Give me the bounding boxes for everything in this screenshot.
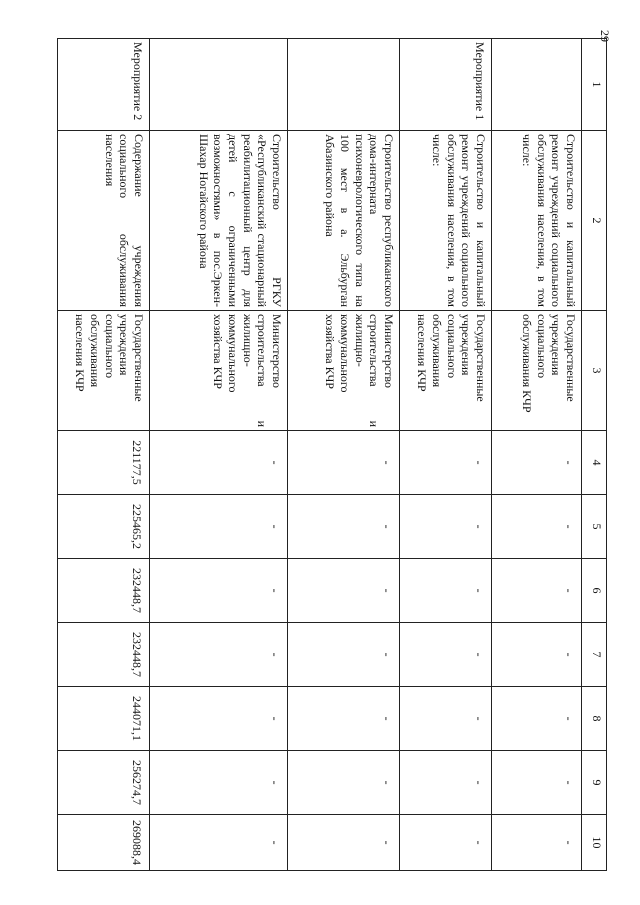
description-cell: Строительство РГКУ «Республиканский стационарный реабилитационный центр для детей с ограниченными возможностями» в пос.Эркен-Шахар Ногайского района: [150, 131, 288, 311]
value-cell: -: [492, 751, 582, 815]
rotated-table-wrapper: [62, 38, 607, 870]
value-cell: -: [400, 495, 492, 559]
measure-cell: [492, 39, 582, 131]
value-cell: -: [288, 559, 400, 623]
page-number: 29: [598, 30, 612, 42]
value-cell: -: [150, 751, 288, 815]
measure-cell: Мероприятие 1: [400, 39, 492, 131]
value-cell: -: [492, 623, 582, 687]
col-header: 8: [582, 687, 607, 751]
value-cell: -: [400, 431, 492, 495]
value-cell: -: [288, 751, 400, 815]
value-cell: -: [492, 815, 582, 871]
executor-cell: Государственные учреждения социального обслуживания КЧР: [492, 311, 582, 431]
value-cell: 225465,2: [58, 495, 150, 559]
value-cell: -: [150, 815, 288, 871]
value-cell: -: [288, 815, 400, 871]
value-cell: -: [492, 431, 582, 495]
col-header: 6: [582, 559, 607, 623]
value-cell: -: [288, 431, 400, 495]
value-cell: -: [492, 559, 582, 623]
value-cell: 221177,5: [58, 431, 150, 495]
table-row: [400, 39, 492, 871]
value-cell: 232448,7: [58, 559, 150, 623]
measure-cell: [150, 39, 288, 131]
funding-table: [57, 38, 607, 871]
table-row: [288, 39, 400, 871]
measure-cell: Мероприятие 2: [58, 39, 150, 131]
value-cell: -: [150, 623, 288, 687]
value-cell: 232448,7: [58, 623, 150, 687]
value-cell: -: [400, 687, 492, 751]
value-cell: -: [288, 623, 400, 687]
col-header: 1: [582, 39, 607, 131]
description-cell: Строительство и капитальный ремонт учреждений социального обслуживания населения, в том числе:: [400, 131, 492, 311]
description-cell: Содержание учреждения социального обслуживания населения: [58, 131, 150, 311]
executor-cell: Государственные учреждения социального обслуживания населения КЧР: [400, 311, 492, 431]
table-row: [150, 39, 288, 871]
col-header: 3: [582, 311, 607, 431]
value-cell: 269088,4: [58, 815, 150, 871]
col-header: 2: [582, 131, 607, 311]
value-cell: -: [150, 559, 288, 623]
description-cell: Строительство и капитальный ремонт учреждений социального обслуживания населения, в том числе:: [492, 131, 582, 311]
col-header: 9: [582, 751, 607, 815]
value-cell: 244071,1: [58, 687, 150, 751]
executor-cell: Государственные учреждения социального обслуживания населения КЧР: [58, 311, 150, 431]
measure-cell: [288, 39, 400, 131]
value-cell: -: [150, 495, 288, 559]
col-header: 10: [582, 815, 607, 871]
value-cell: -: [150, 431, 288, 495]
value-cell: -: [150, 687, 288, 751]
value-cell: -: [400, 815, 492, 871]
value-cell: -: [400, 559, 492, 623]
description-cell: Строительство республиканского дома-интерната психоневрологического типа на 100 мест в а. Эльбурган Абазинского района: [288, 131, 400, 311]
value-cell: -: [400, 751, 492, 815]
executor-cell: Министерство строительства и жилищно-коммунального хозяйства КЧР: [288, 311, 400, 431]
table-row: [58, 39, 150, 871]
col-header: 4: [582, 431, 607, 495]
value-cell: -: [288, 687, 400, 751]
table-row: [492, 39, 582, 871]
value-cell: -: [492, 687, 582, 751]
col-header: 7: [582, 623, 607, 687]
value-cell: -: [288, 495, 400, 559]
column-number-row: [582, 39, 607, 871]
value-cell: -: [400, 623, 492, 687]
col-header: 5: [582, 495, 607, 559]
executor-cell: Министерство строительства и жилищно-коммунального хозяйства КЧР: [150, 311, 288, 431]
value-cell: 256274,7: [58, 751, 150, 815]
value-cell: -: [492, 495, 582, 559]
